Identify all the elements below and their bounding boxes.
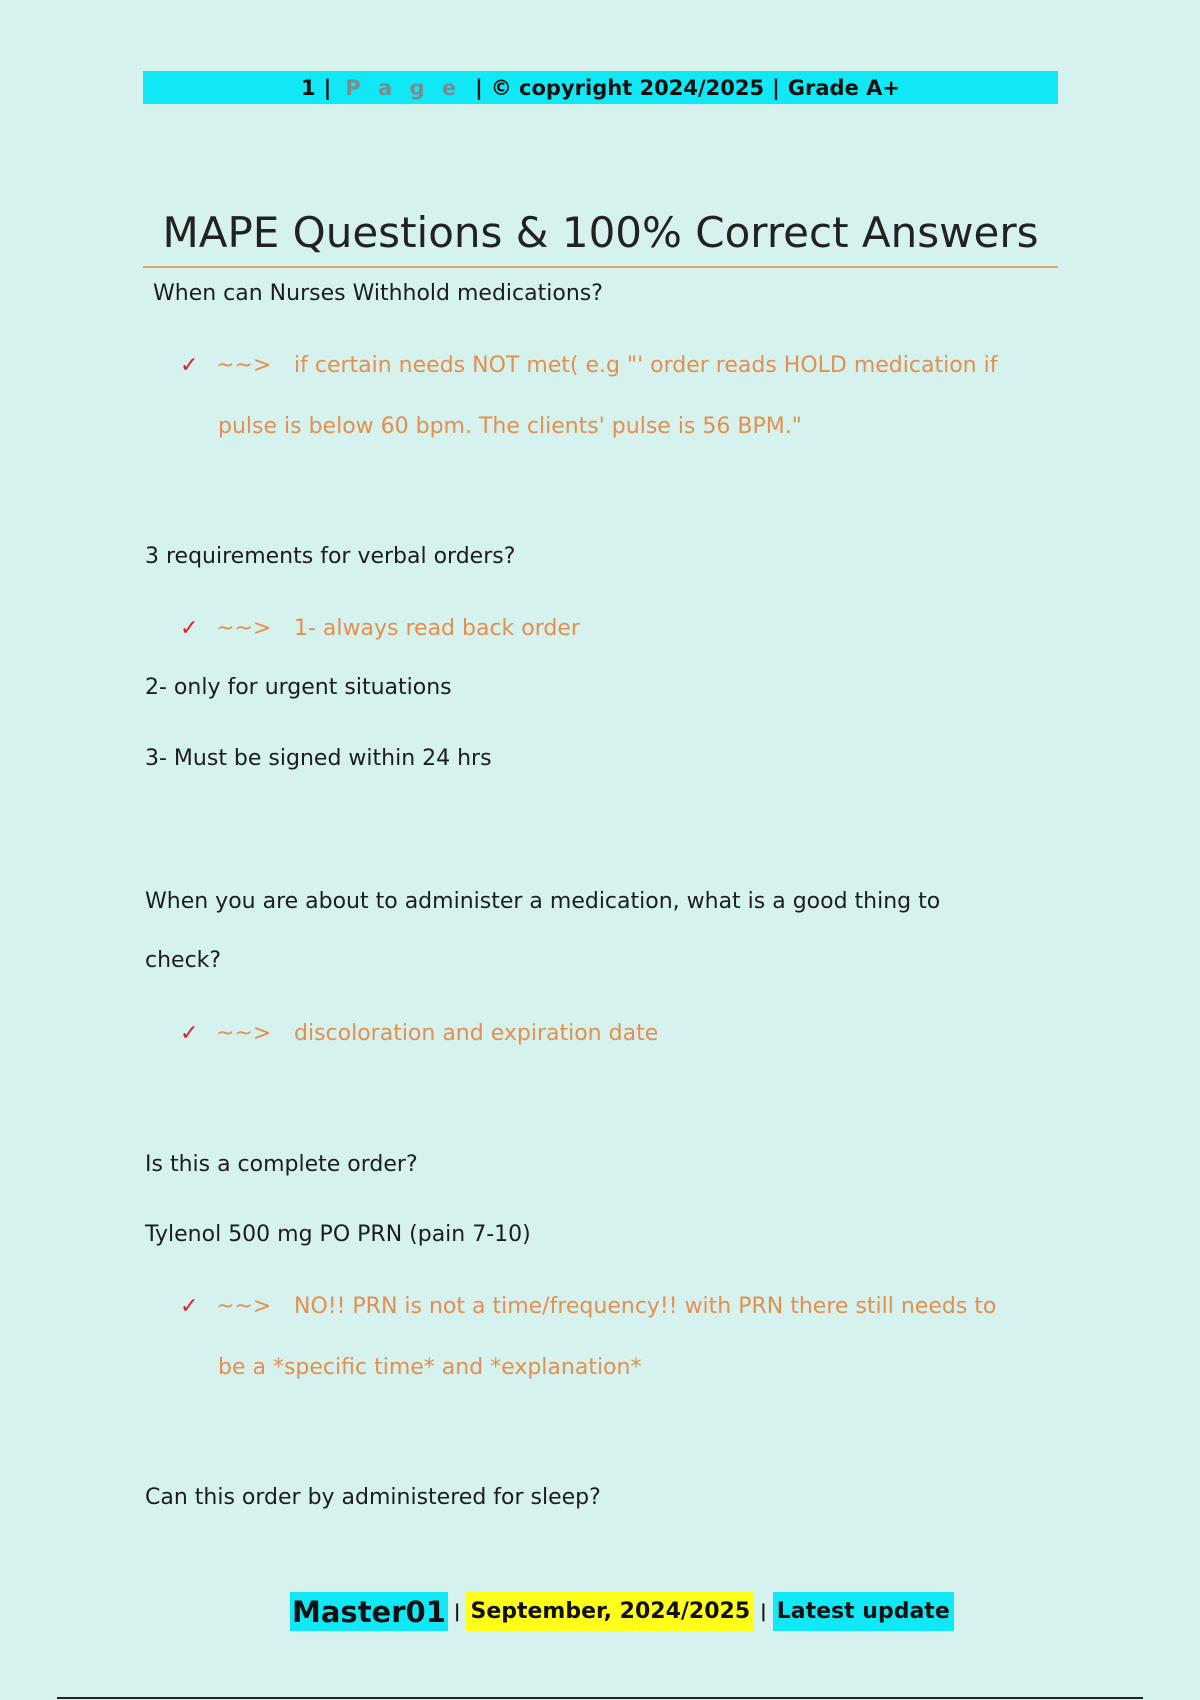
check-icon: ✓ — [180, 1294, 199, 1319]
answer-2-line-1 — [180, 598, 1060, 659]
header-separator: | — [772, 75, 780, 100]
answer-4-line-2: be a *specific time* and *explanation* — [218, 1355, 642, 1380]
header-separator: | — [475, 75, 483, 100]
check-icon: ✓ — [180, 1021, 199, 1046]
answer-text: 1- always read back order — [294, 616, 580, 641]
answer-text: NO!! PRN is not a time/frequency!! with PRN there still needs to — [294, 1294, 997, 1319]
answer-1-line-1 — [180, 335, 1060, 396]
arrow-icon: ~~> — [216, 1021, 272, 1046]
answer-text: if certain needs NOT met( e.g "' order reads HOLD medication if — [294, 353, 998, 378]
answer-3 — [180, 1003, 1060, 1064]
bottom-rule — [57, 1697, 1143, 1699]
footer-brand: Master01 — [290, 1592, 448, 1631]
footer-update: Latest update — [773, 1592, 954, 1631]
footer-date: September, 2024/2025 — [466, 1592, 754, 1631]
footer-separator: | — [453, 1601, 461, 1622]
arrow-icon: ~~> — [216, 1294, 272, 1319]
document-title: MAPE Questions & 100% Correct Answers — [162, 208, 1039, 257]
copyright-text: © copyright 2024/2025 — [490, 75, 765, 100]
page-footer — [290, 1592, 954, 1631]
footer-separator: | — [760, 1601, 767, 1622]
check-icon: ✓ — [180, 616, 199, 641]
arrow-icon: ~~> — [216, 353, 272, 378]
title-underline — [143, 266, 1058, 268]
question-4: Is this a complete order? — [145, 1152, 418, 1177]
answer-1-line-2: pulse is below 60 bpm. The clients' pulse is 56 BPM." — [218, 414, 802, 439]
answer-3-line-1 — [180, 1003, 1060, 1064]
grade-text: Grade A+ — [787, 75, 900, 100]
answer-4 — [180, 1276, 1060, 1398]
answer-4-line-1 — [180, 1276, 1060, 1337]
answer-text: discoloration and expiration date — [294, 1021, 659, 1046]
question-4-detail: Tylenol 500 mg PO PRN (pain 7-10) — [145, 1222, 531, 1247]
answer-2 — [180, 598, 1060, 659]
header-separator: | — [323, 75, 332, 100]
question-3-line-2: check? — [145, 948, 222, 973]
check-icon: ✓ — [180, 353, 199, 378]
arrow-icon: ~~> — [216, 616, 272, 641]
question-2: 3 requirements for verbal orders? — [145, 544, 516, 569]
question-1: When can Nurses Withhold medications? — [153, 281, 603, 306]
answer-1 — [180, 335, 1060, 457]
question-3-line-1: When you are about to administer a medication, what is a good thing to — [145, 889, 941, 914]
question-2-point-2: 2- only for urgent situations — [145, 675, 452, 700]
page-number: 1 — [301, 75, 316, 100]
question-2-point-3: 3- Must be signed within 24 hrs — [145, 746, 492, 771]
question-5: Can this order by administered for sleep? — [145, 1485, 601, 1510]
page-header — [143, 71, 1058, 104]
page-label: P a g e — [345, 75, 462, 100]
